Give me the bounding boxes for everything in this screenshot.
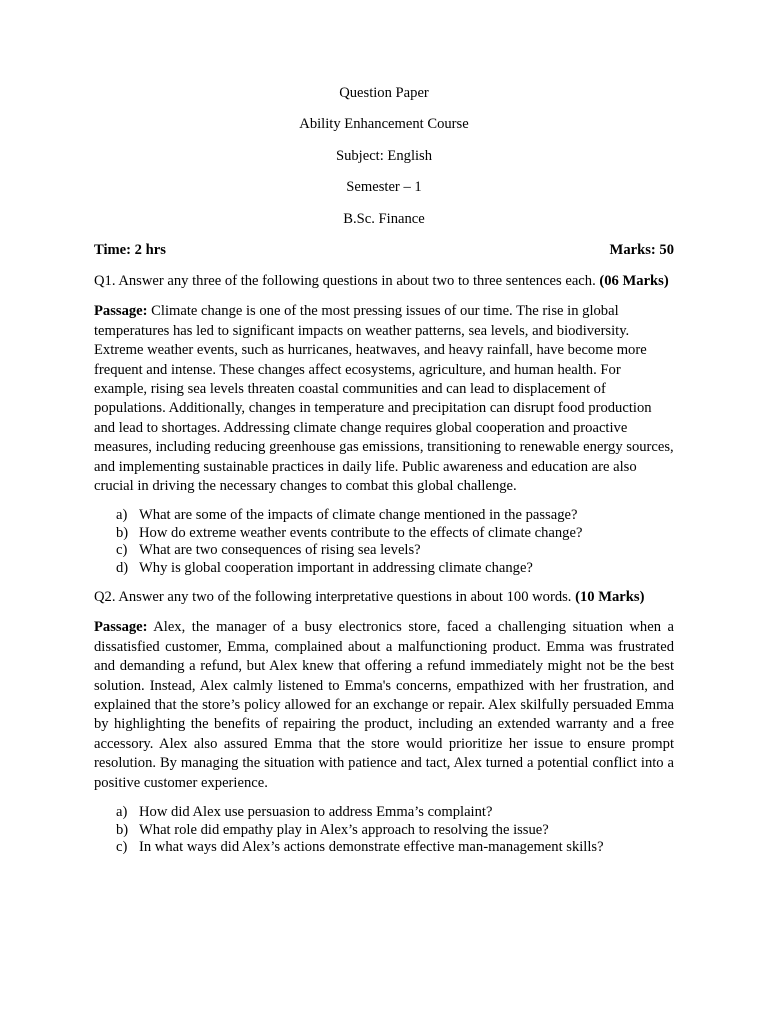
q1-passage-text: Climate change is one of the most pressing issues of our time. The rise in global temperatures has led to significant impacts on weather patterns, sea levels, and biodiversity. Extreme weather events, such as hurricanes, heatwaves, and heavy rainfall, have become more frequent and intense. These changes affect ecosystems, agriculture, and human health. For example, rising sea levels threaten coastal communities and can lead to displacement of populations. Additionally, changes in temperature and precipitation can disrupt food production and lead to shortages. Addressing climate change requires global cooperation and proactive measures, including reducing greenhouse gas emissions, transitioning to renewable energy sources, and implementing sustainable practices in daily life. Public awareness and education are also crucial in driving the necessary changes to combat this global challenge. (94, 303, 674, 495)
q2-passage-text: Alex, the manager of a busy electronics store, faced a challenging situation when a dissatisfied customer, Emma, complained about a malfunctioning product. Emma was frustrated and demanding a refund, but Alex knew that offering a refund immediately might not be the best solution. Instead, Alex calmly listened to Emma's concerns, empathized with her frustration, and explained that the store’s policy allowed for an exchange or repair. Alex skilfully persuaded Emma by highlighting the benefits of repairing the product, including an extended warranty and a free accessory. Alex also assured Emma that the store would prioritize her issue to ensure prompt resolution. By managing the situation with patience and tact, Alex turned a potential conflict into a positive customer experience. (94, 619, 674, 791)
total-marks: Marks: 50 (609, 241, 674, 258)
list-item (94, 525, 674, 542)
q2-instruction-text: Q2. Answer any two of the following interpretative questions in about 100 words. (94, 589, 572, 606)
question-paper (94, 84, 674, 867)
item-marker: b) (116, 524, 129, 541)
item-marker: c) (116, 838, 128, 855)
question-text: In what ways did Alex’s actions demonstrate effective man-management skills? (139, 838, 604, 855)
question-text: How do extreme weather events contribute to the effects of climate change? (139, 524, 583, 541)
q2-passage-label: Passage: (94, 619, 148, 636)
item-marker: b) (116, 821, 129, 838)
paper-title: Question Paper (339, 85, 429, 101)
list-item (94, 822, 674, 839)
item-marker: a) (116, 507, 128, 524)
q1-question-list (94, 507, 674, 577)
q2-question-list (94, 804, 674, 856)
item-marker: a) (116, 804, 128, 821)
time-allowed: Time: 2 hrs (94, 241, 166, 258)
q2-marks: (10 Marks) (575, 589, 645, 606)
q1-passage-label: Passage: (94, 303, 148, 320)
q1-instruction (94, 272, 674, 291)
q1-instruction-text: Q1. Answer any three of the following questions in about two to three sentences each. (94, 272, 596, 289)
question-text: What are two consequences of rising sea levels? (139, 542, 421, 559)
item-marker: c) (116, 542, 128, 559)
subject: Subject: English (335, 147, 433, 164)
list-item (94, 839, 674, 856)
q2-instruction (94, 588, 674, 607)
course-name: Ability Enhancement Course (299, 116, 469, 133)
list-item (94, 542, 674, 559)
item-marker: d) (116, 559, 129, 576)
question-text: Why is global cooperation important in addressing climate change? (139, 559, 533, 576)
question-text: What role did empathy play in Alex’s approach to resolving the issue? (139, 821, 549, 838)
question-text: How did Alex use persuasion to address Emma’s complaint? (139, 804, 493, 821)
list-item (94, 507, 674, 524)
q1-passage (94, 302, 674, 496)
list-item (94, 804, 674, 821)
list-item (94, 560, 674, 577)
q1-marks: (06 Marks) (599, 272, 669, 289)
semester: Semester – 1 (346, 179, 422, 196)
time-marks-row (94, 241, 674, 260)
question-text: What are some of the impacts of climate change mentioned in the passage? (139, 507, 578, 524)
q2-passage (94, 618, 674, 793)
program: B.Sc. Finance (343, 210, 425, 227)
